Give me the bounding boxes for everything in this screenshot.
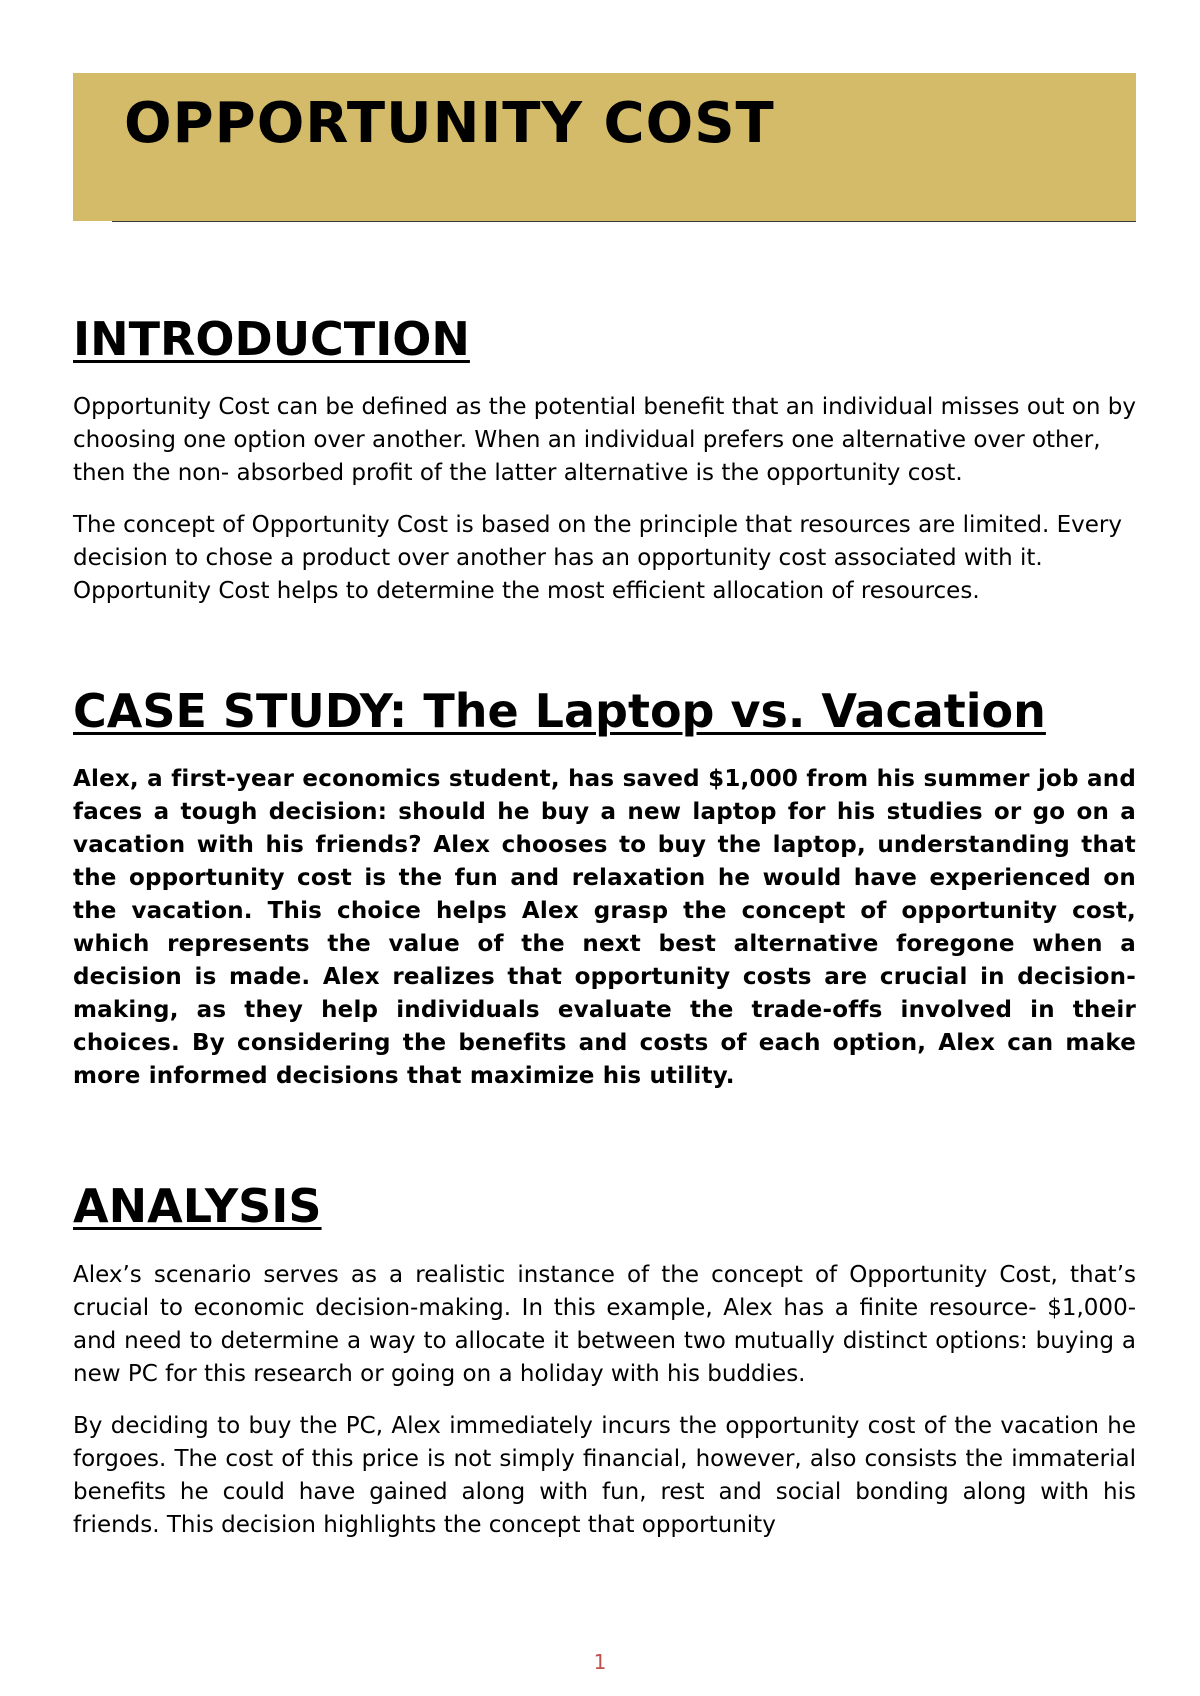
title-banner <box>73 73 1136 221</box>
document-body <box>73 312 1136 1542</box>
case-study-heading: CASE STUDY: The Laptop vs. Vacation <box>73 684 1046 739</box>
analysis-section <box>73 1179 1136 1541</box>
introduction-paragraph-2: The concept of Opportunity Cost is based on the principle that resources are limited. Every decision to chose a product over another has an opportunity cost associated with it. Opportunity Cost helps to determine the most efficient allocation of resources. <box>73 512 1122 605</box>
introduction-paragraph-1: Opportunity Cost can be defined as the potential benefit that an individual misses out on by choosing one option over another. When an individual prefers one alternative over other, then the non- absorbed profit of the latter alternative is the opportunity cost. <box>73 394 1136 487</box>
page-number: 1 <box>593 1650 607 1674</box>
analysis-paragraph-1: Alex’s scenario serves as a realistic instance of the concept of Opportunity Cost, that’s crucial to economic decision-making. In this example, Alex has a finite resource- $1,000- and need to determine a way to allocate it between two mutually distinct options: buying a new PC for this research or going on a holiday with his buddies. <box>73 1261 1136 1387</box>
introduction-heading: INTRODUCTION <box>73 312 470 366</box>
title-divider <box>112 221 1136 222</box>
document-title: OPPORTUNITY COST <box>124 91 775 156</box>
case-study-paragraph: Alex, a first-year economics student, has saved $1,000 from his summer job and faces a tough decision: should he buy a new laptop for his studies or go on a vacation with his friends? Alex chooses to buy the laptop, understanding that the opportunity cost is the fun and relaxation he would have experienced on the vacation. This choice helps Alex grasp the concept of opportunity cost, which represents the value of the next best alternative foregone when a decision is made. Alex realizes that opportunity costs are crucial in decision-making, as they help individuals evaluate the trade-offs involved in their choices. By considering the benefits and costs of each option, Alex can make more informed decisions that maximize his utility. <box>73 766 1136 1090</box>
case-study-section <box>73 684 1136 1093</box>
analysis-heading: ANALYSIS <box>73 1179 322 1234</box>
analysis-paragraph-2: By deciding to buy the PC, Alex immediately incurs the opportunity cost of the vacation he forgoes. The cost of this price is not simply financial, however, also consists the immaterial benefits he could have gained along with fun, rest and social bonding along with his friends. This decision highlights the concept that opportunity <box>73 1412 1136 1538</box>
introduction-section <box>73 312 1136 608</box>
